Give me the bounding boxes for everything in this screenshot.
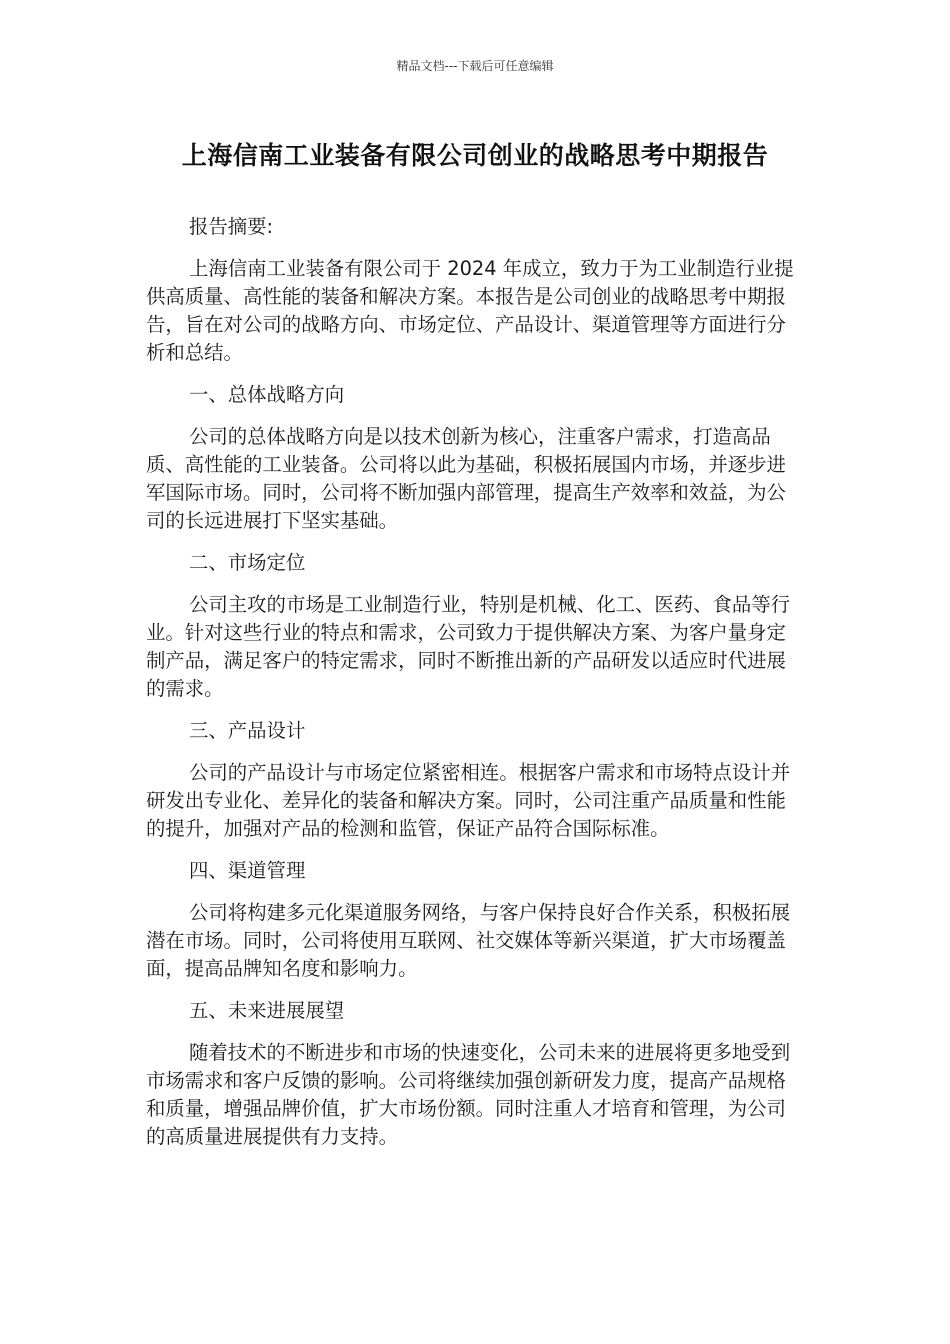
abstract-label: 报告摘要: (189, 215, 274, 238)
abstract-paragraph: 上海信南工业装备有限公司于 2024 年成立，致力于为工业制造行业提供高质量、高性能的装备和解决方案。本报告是公司创业的战略思考中期报告，旨在对公司的战略方向、市场定位、产品设计、渠道管理等方面进行分析和总结。 (146, 257, 794, 364)
section-heading-4: 四、渠道管理 (189, 859, 306, 882)
section-heading-1: 一、总体战略方向 (189, 383, 345, 406)
document-body (146, 213, 794, 1165)
section-heading-2: 二、市场定位 (189, 551, 306, 574)
section-heading-3: 三、产品设计 (189, 719, 306, 742)
document-title: 上海信南工业装备有限公司创业的战略思考中期报告 (181, 141, 769, 170)
section-heading-5: 五、未来进展展望 (189, 999, 345, 1022)
section-body-4: 公司将构建多元化渠道服务网络，与客户保持良好合作关系，积极拓展潜在市场。同时，公司将使用互联网、社交媒体等新兴渠道，扩大市场覆盖面，提高品牌知名度和影响力。 (146, 901, 791, 980)
header-note: 精品文档---下载后可任意编辑 (396, 59, 554, 73)
section-body-1: 公司的总体战略方向是以技术创新为核心，注重客户需求，打造高品质、高性能的工业装备。公司将以此为基础，积极拓展国内市场，并逐步进军国际市场。同时，公司将不断加强内部管理，提高生产效率和效益，为公司的长远进展打下坚实基础。 (146, 425, 786, 532)
section-body-3: 公司的产品设计与市场定位紧密相连。根据客户需求和市场特点设计并研发出专业化、差异化的装备和解决方案。同时，公司注重产品质量和性能的提升，加强对产品的检测和监管，保证产品符合国际标准。 (146, 761, 791, 840)
section-body-5: 随着技术的不断进步和市场的快速变化，公司未来的进展将更多地受到市场需求和客户反馈的影响。公司将继续加强创新研发力度，提高产品规格和质量，增强品牌价值，扩大市场份额。同时注重人才培育和管理，为公司的高质量进展提供有力支持。 (146, 1041, 791, 1148)
section-body-2: 公司主攻的市场是工业制造行业，特别是机械、化工、医药、食品等行业。针对这些行业的特点和需求，公司致力于提供解决方案、为客户量身定制产品，满足客户的特定需求，同时不断推出新的产品研发以适应时代进展的需求。 (146, 593, 791, 700)
